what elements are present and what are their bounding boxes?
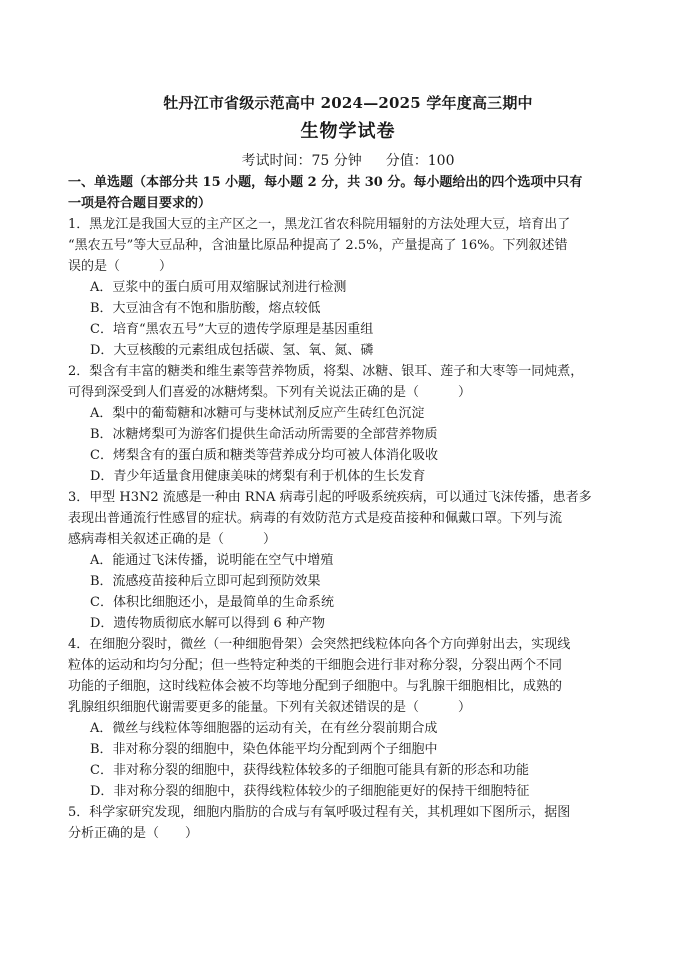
option-d: D．遗传物质彻底水解可以得到 6 种产物 bbox=[90, 616, 325, 631]
option-c: C．体积比细胞还小，是最简单的生命系统 bbox=[90, 595, 334, 610]
option-b: B．冰糖烤梨可为游客们提供生命活动所需要的全部营养物质 bbox=[90, 427, 438, 442]
option-d: D．非对称分裂的细胞中，获得线粒体较少的子细胞能更好的保持干细胞特征 bbox=[90, 784, 530, 799]
question-text-line: 表现出普通流行性感冒的症状。病毒的有效防范方式是疫苗接种和佩戴口罩。下列与流 bbox=[68, 511, 563, 526]
question-text-line: 误的是（ ） bbox=[68, 259, 173, 274]
section-heading-line-1: 一、单选题（本部分共 15 小题，每小题 2 分，共 30 分。每小题给出的四个选项中只有 bbox=[68, 175, 583, 190]
option-d: D．大豆核酸的元素组成包括碳、氢、氧、氮、磷 bbox=[90, 343, 374, 358]
question-1 bbox=[68, 214, 628, 361]
question-5 bbox=[68, 802, 628, 844]
option-c: C．非对称分裂的细胞中，获得线粒体较多的子细胞可能具有新的形态和功能 bbox=[90, 763, 529, 778]
subject-title: 生物学试卷 bbox=[300, 121, 396, 142]
option-b: B．大豆油含有不饱和脂肪酸，熔点较低 bbox=[90, 301, 321, 316]
question-text-line: 1．黑龙江是我国大豆的主产区之一，黑龙江省农科院用辐射的方法处理大豆，培育出了 bbox=[68, 217, 571, 232]
question-text-line: 可得到深受到人们喜爱的冰糖烤梨。下列有关说法正确的是（ ） bbox=[68, 385, 472, 400]
exam-page bbox=[68, 92, 628, 844]
option-b: B．流感疫苗接种后立即可起到预防效果 bbox=[90, 574, 321, 589]
option-c: C．烤梨含有的蛋白质和糖类等营养成分均可被人体消化吸收 bbox=[90, 448, 438, 463]
question-text-line: 感病毒相关叙述正确的是（ ） bbox=[68, 532, 277, 547]
question-text-line: 4．在细胞分裂时，微丝（一种细胞骨架）会突然把线粒体向各个方向弹射出去，实现线 bbox=[68, 637, 571, 652]
question-2 bbox=[68, 361, 628, 487]
question-text-line: 2．梨含有丰富的糖类和维生素等营养物质，将梨、冰糖、银耳、莲子和大枣等一同炖煮， bbox=[68, 364, 584, 379]
section-heading-line-2: 一项是符合题目要求的） bbox=[68, 196, 212, 211]
option-a: A．能通过飞沫传播，说明能在空气中增殖 bbox=[90, 553, 334, 568]
question-text-line: 5．科学家研究发现，细胞内脂肪的合成与有氧呼吸过程有关，其机理如下图所示，据图 bbox=[68, 805, 571, 820]
question-text-line: 3．甲型 H3N2 流感是一种由 RNA 病毒引起的呼吸系统疾病，可以通过飞沫传播，患者多 bbox=[68, 490, 592, 505]
option-b: B．非对称分裂的细胞中，染色体能平均分配到两个子细胞中 bbox=[90, 742, 438, 757]
option-a: A．豆浆中的蛋白质可用双缩脲试剂进行检测 bbox=[90, 280, 347, 295]
option-d: D．青少年适量食用健康美味的烤梨有利于机体的生长发育 bbox=[90, 469, 426, 484]
question-text-line: 分析正确的是（ ） bbox=[68, 826, 199, 841]
option-a: A．梨中的葡萄糖和冰糖可与斐林试剂反应产生砖红色沉淀 bbox=[90, 406, 425, 421]
question-4 bbox=[68, 634, 628, 802]
question-3 bbox=[68, 487, 628, 634]
school-title: 牡丹江市省级示范高中 2024—2025 学年度高三期中 bbox=[163, 94, 533, 112]
option-a: A．微丝与线粒体等细胞器的运动有关，在有丝分裂前期合成 bbox=[90, 721, 438, 736]
question-text-line: “黑农五号”等大豆品种，含油量比原品种提高了 2.5%，产量提高了 16%。下列叙述错 bbox=[68, 238, 568, 253]
exam-time: 考试时间：75 分钟 bbox=[241, 153, 362, 169]
question-text-line: 乳腺组织细胞代谢需要更多的能量。下列有关叙述错误的是（ ） bbox=[68, 700, 472, 715]
question-text-line: 功能的子细胞，这时线粒体会被不均等地分配到子细胞中。与乳腺干细胞相比，成熟的 bbox=[68, 679, 563, 694]
exam-score: 分值：100 bbox=[385, 153, 455, 169]
exam-info bbox=[68, 150, 628, 172]
option-c: C．培育“黑农五号”大豆的遗传学原理是基因重组 bbox=[90, 322, 374, 337]
question-text-line: 粒体的运动和均匀分配；但一些特定种类的干细胞会进行非对称分裂，分裂出两个不同 bbox=[68, 658, 563, 673]
